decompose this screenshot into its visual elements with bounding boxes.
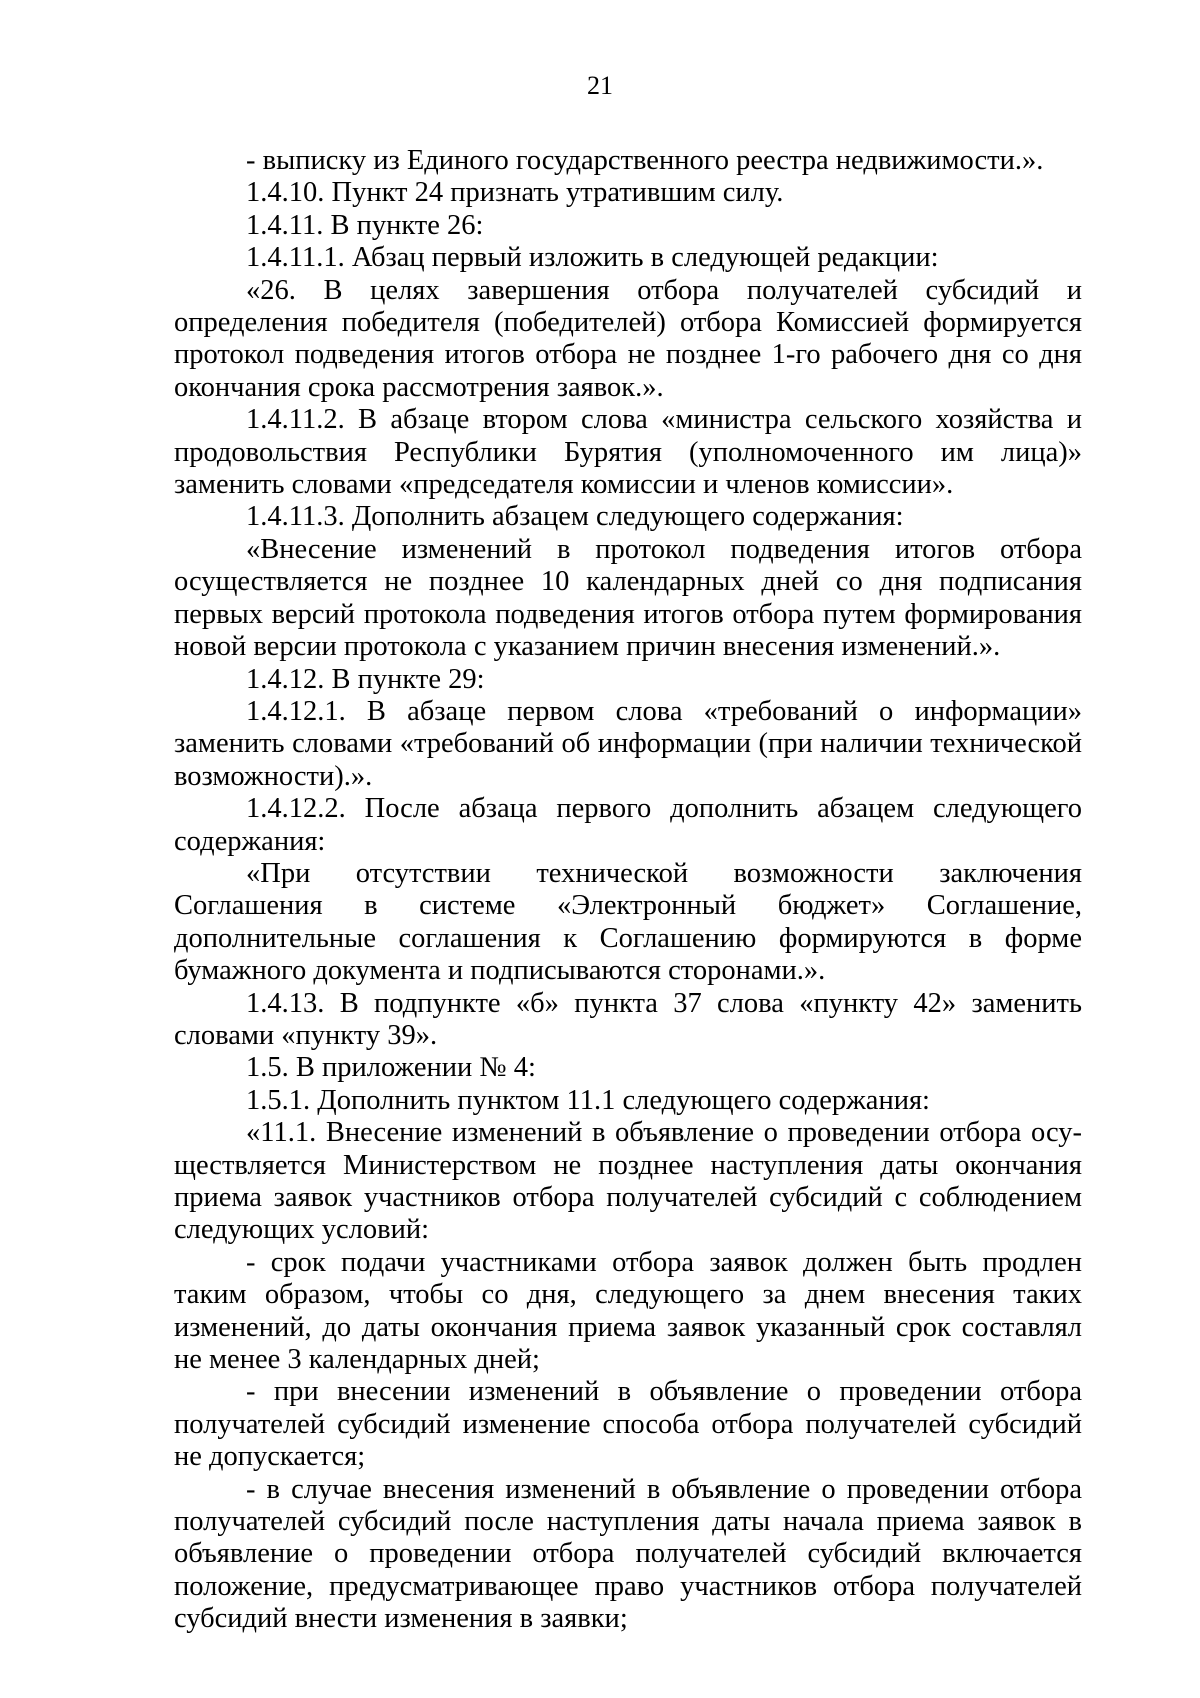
paragraph: 1.4.12. В пункте 29: bbox=[246, 663, 485, 695]
paragraph: - срок подачи участниками отбора заявок должен быть продлен таким образом, чтобы со дня, следующего за днем внесения таких изменений, до даты окончания приема заявок указанный срок составлял не менее 3 календарных дней; bbox=[174, 1246, 1082, 1376]
paragraph: - в случае внесения изменений в объявление о проведении отбора получателей субсидий после наступления даты начала приема заявок в объявление о проведении отбора получателей субсидий включается положение, предусматривающее право участников отбора получателей субсидий внести изменения в заявки; bbox=[174, 1473, 1082, 1635]
document-body bbox=[174, 145, 1082, 1636]
page-number: 21 bbox=[587, 71, 613, 100]
paragraph: 1.4.10. Пункт 24 признать утратившим силу. bbox=[246, 177, 784, 209]
paragraph: 1.4.11.2. В абзаце втором слова «министра сельского хозяйства и продовольствия Республики Бурятия (уполномоченного им лица)» заменить словами «председателя комиссии и членов комиссии». bbox=[174, 404, 1082, 501]
paragraph: 1.4.12.2. После абзаца первого дополнить абзацем следующего содержания: bbox=[174, 793, 1082, 857]
paragraph: «При отсутствии технической возможности заключения Соглашения в системе «Электронный бюджет» Соглашение, дополнительные соглашения к Соглашению формируются в форме бумажного документа и подписываются сторонами.». bbox=[174, 857, 1082, 987]
paragraph: 1.4.11.1. Абзац первый изложить в следующей редакции: bbox=[246, 242, 939, 274]
paragraph: - выписку из Единого государственного реестра недвижимости.». bbox=[246, 145, 1044, 176]
paragraph: - при внесении изменений в объявление о проведении отбора получателей субсидий изменение способа отбора получателей субсидий не допускается; bbox=[174, 1376, 1082, 1473]
paragraph: «11.1. Внесение изменений в объявление о проведении отбора осуществляется Министерством не позднее наступления даты окончания приема заявок участников отбора получателей субсидий с соблюдением следующих условий: bbox=[174, 1117, 1082, 1246]
paragraph: 1.5.1. Дополнить пунктом 11.1 следующего содержания: bbox=[246, 1084, 930, 1116]
paragraph: 1.4.12.1. В абзаце первом слова «требований о информации» заменить словами «требований об информации (при наличии технической возможности).». bbox=[174, 695, 1082, 792]
paragraph: 1.4.13. В подпункте «б» пункта 37 слова «пункту 42» заменить словами «пункту 39». bbox=[174, 987, 1082, 1051]
paragraph: 1.4.11. В пункте 26: bbox=[246, 209, 484, 241]
paragraph: «Внесение изменений в протокол подведения итогов отбора осуществляется не позднее 10 календарных дней со дня подписания первых версий протокола подведения итогов отбора путем формирования новой версии протокола с указанием причин внесения изменений.». bbox=[174, 533, 1082, 663]
paragraph: 1.5. В приложении № 4: bbox=[246, 1052, 536, 1084]
paragraph: 1.4.11.3. Дополнить абзацем следующего содержания: bbox=[246, 501, 904, 533]
paragraph: «26. В целях завершения отбора получателей субсидий и определения победителя (победителей) отбора Комиссией формируется протокол подведения итогов отбора не позднее 1-го рабочего дня со дня окончания срока рассмотрения заявок.». bbox=[174, 274, 1082, 403]
